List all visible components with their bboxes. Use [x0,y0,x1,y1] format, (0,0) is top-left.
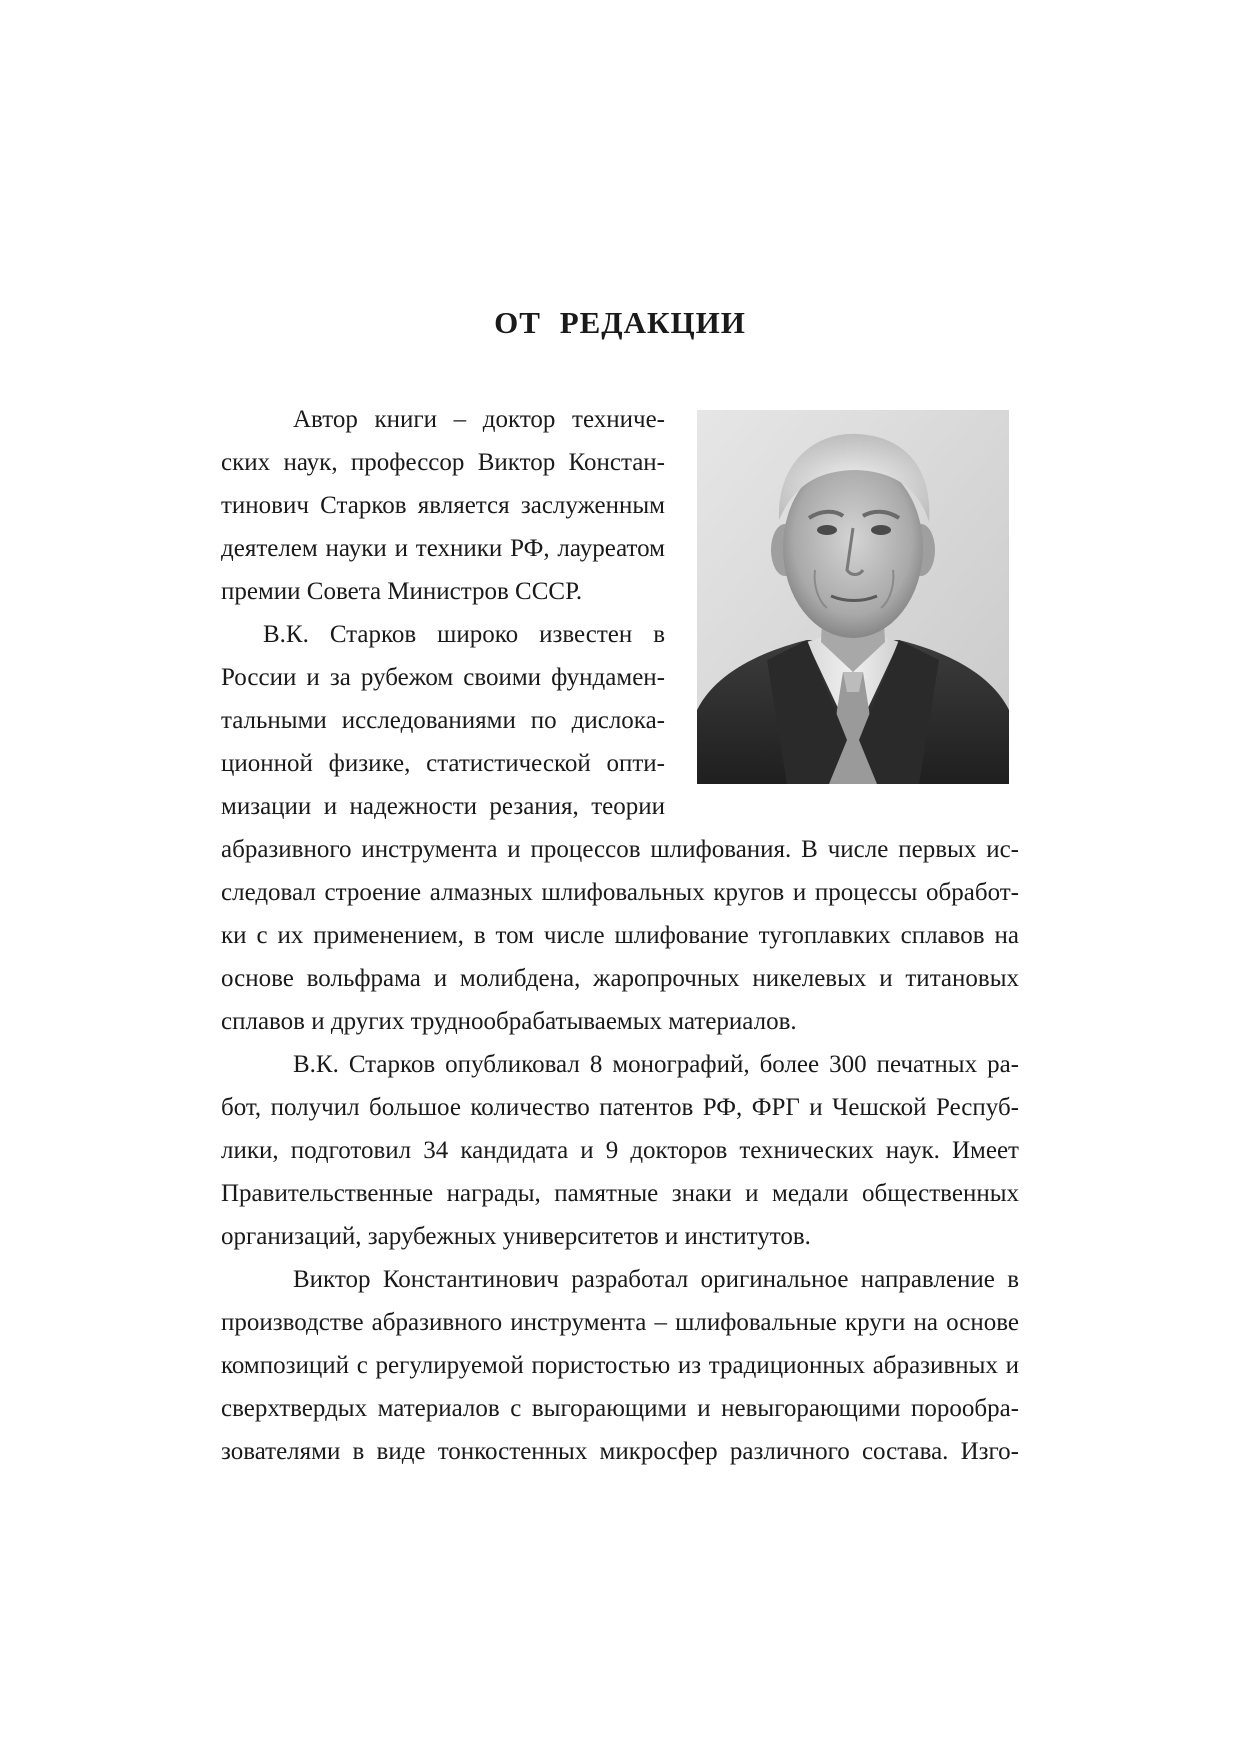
text-line: сверхтвердых материалов с выгорающими и невыгорающими порообра- [221,1395,1019,1422]
text-line: Виктор Константинович разработал оригинальное направление в [293,1266,1019,1293]
text-line: мизации и надежности резания, теории [221,793,665,820]
text-line: абразивного инструмента и процессов шлифования. В числе первых ис- [221,836,1019,863]
paragraph-3 [221,1043,1019,1258]
paragraph-2-narrow [221,613,665,828]
author-portrait [697,410,1009,784]
text-line: деятелем науки и техники РФ, лауреатом [221,535,665,562]
text-line: ских наук, профессор Виктор Констан- [221,449,665,476]
text-line: Правительственные награды, памятные знаки и медали общественных [221,1180,1019,1207]
text-line: зователями в виде тонкостенных микросфер различного состава. Изго- [221,1438,1019,1465]
page-title: ОТ РЕДАКЦИИ [494,305,746,340]
paragraph-1 [221,398,665,613]
portrait-illustration [697,410,1009,784]
paragraph-4 [221,1258,1019,1473]
text-line: ционной физике, статистической опти- [221,750,665,777]
text-line: России и за рубежом своими фундамен- [221,664,665,691]
text-line: организаций, зарубежных университетов и институтов. [221,1223,811,1250]
text-line: тальными исследованиями по дислока- [221,707,665,734]
text-line: В.К. Старков широко известен в [263,621,665,648]
text-line: премии Совета Министров СССР. [221,578,583,605]
text-line: Автор книги – доктор техниче- [293,406,665,433]
text-line: следовал строение алмазных шлифовальных кругов и процессы обработ- [221,879,1019,906]
text-line: композиций с регулируемой пористостью из традиционных абразивных и [221,1352,1019,1379]
text-line: тинович Старков является заслуженным [221,492,665,519]
text-line: сплавов и других труднообрабатываемых материалов. [221,1008,797,1035]
text-line: ки с их применением, в том числе шлифование тугоплавких сплавов на [221,922,1019,949]
text-line: основе вольфрама и молибдена, жаропрочных никелевых и титановых [221,965,1019,992]
text-line: бот, получил большое количество патентов РФ, ФРГ и Чешской Респуб- [221,1094,1019,1121]
paragraph-2-wide [221,828,1019,1043]
text-line: производстве абразивного инструмента – шлифовальные круги на основе [221,1309,1019,1336]
text-line: лики, подготовил 34 кандидата и 9 докторов технических наук. Имеет [221,1137,1019,1164]
text-line: В.К. Старков опубликовал 8 монографий, более 300 печатных ра- [293,1051,1019,1078]
